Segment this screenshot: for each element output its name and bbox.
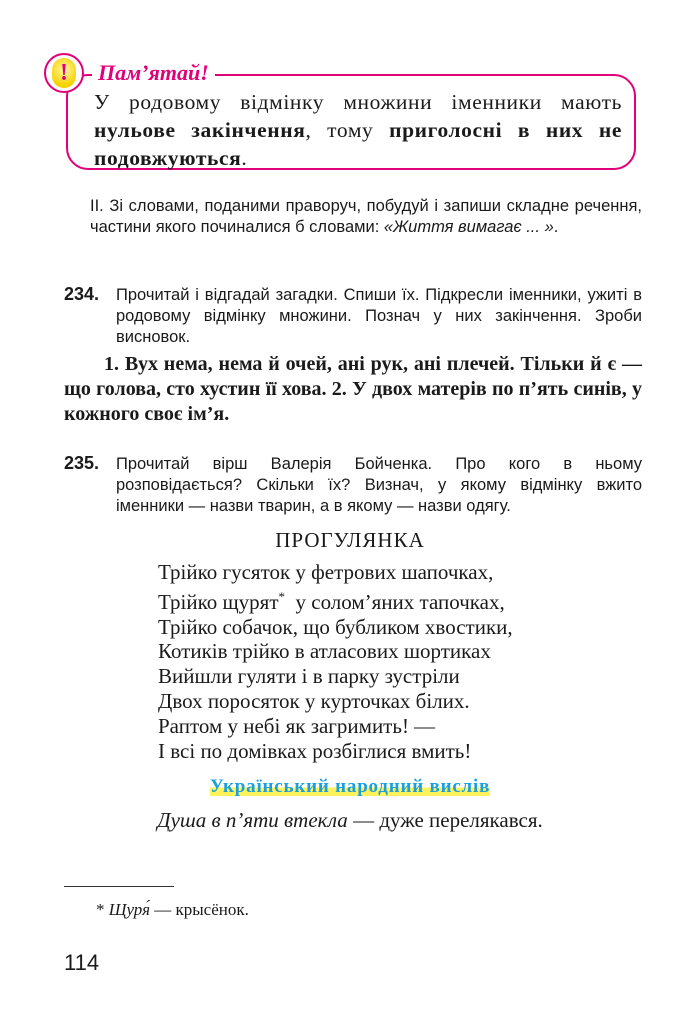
exercise-234-riddles: 1. Вух нема, нема й очей, ані рук, ані плечей. Тільки й є — що голова, сто хустин її хова. 2. У двох матерів по п’ять синів, у кожного своє ім’я. — [64, 353, 642, 425]
saying-title: Український народний вислів — [209, 776, 491, 797]
poem-line: Трійко щурят* у солом’яних тапочках, — [158, 588, 505, 614]
footnote-divider — [64, 886, 174, 887]
poem-line: І всі по домівках розбіглися вмить! — [158, 738, 472, 763]
poem-line: Трійко собачок, що бубликом хвостики, — [158, 614, 513, 639]
footnote: * Щуря́ — крысёнок. — [96, 900, 249, 919]
remember-rule: У родовому відмінку множини іменники мають нульове закінчення, тому приголосні в них не подовжуються. — [94, 90, 622, 170]
exercise-235-instruction: Прочитай вірш Валерія Бойченка. Про кого в ньому розповідається? Скільки їх? Визнач, у якому відмінку вжито іменники — назви тварин, а в якому — назви одягу. — [116, 455, 642, 515]
remember-title: Пам’ятай! — [92, 60, 215, 86]
poem-title: ПРОГУЛЯНКА — [275, 528, 425, 552]
poem-line: Раптом у небі як загримить! — — [158, 713, 436, 738]
exercise-234-instruction: Прочитай і відгадай загадки. Спиши їх. Підкресли іменники, ужиті в родовому відмінку множини. Познач у них закінчення. Зроби висновок. — [116, 286, 642, 346]
footnote-marker: * — [278, 588, 285, 604]
task-ii: II. Зі словами, поданими праворуч, побудуй і запиши складне речення, частини якого починалися б словами: «Життя вимагає ... ». — [90, 197, 642, 236]
poem-line: Двох поросяток у курточках білих. — [158, 688, 470, 713]
poem-line: Трійко гусяток у фетрових шапочках, — [158, 560, 494, 584]
page-number: 114 — [64, 950, 100, 975]
exclamation-icon: ! — [44, 53, 84, 93]
poem — [158, 560, 513, 763]
poem-line: Котиків трійко в атласових шортиках — [158, 639, 491, 664]
saying: Душа в п’яти втекла — дуже перелякався. — [157, 808, 543, 832]
poem-line: Вийшли гуляти і в парку зустріли — [158, 664, 460, 689]
exercise-number-234: 234. — [64, 284, 100, 304]
exercise-number-235: 235. — [64, 453, 100, 473]
